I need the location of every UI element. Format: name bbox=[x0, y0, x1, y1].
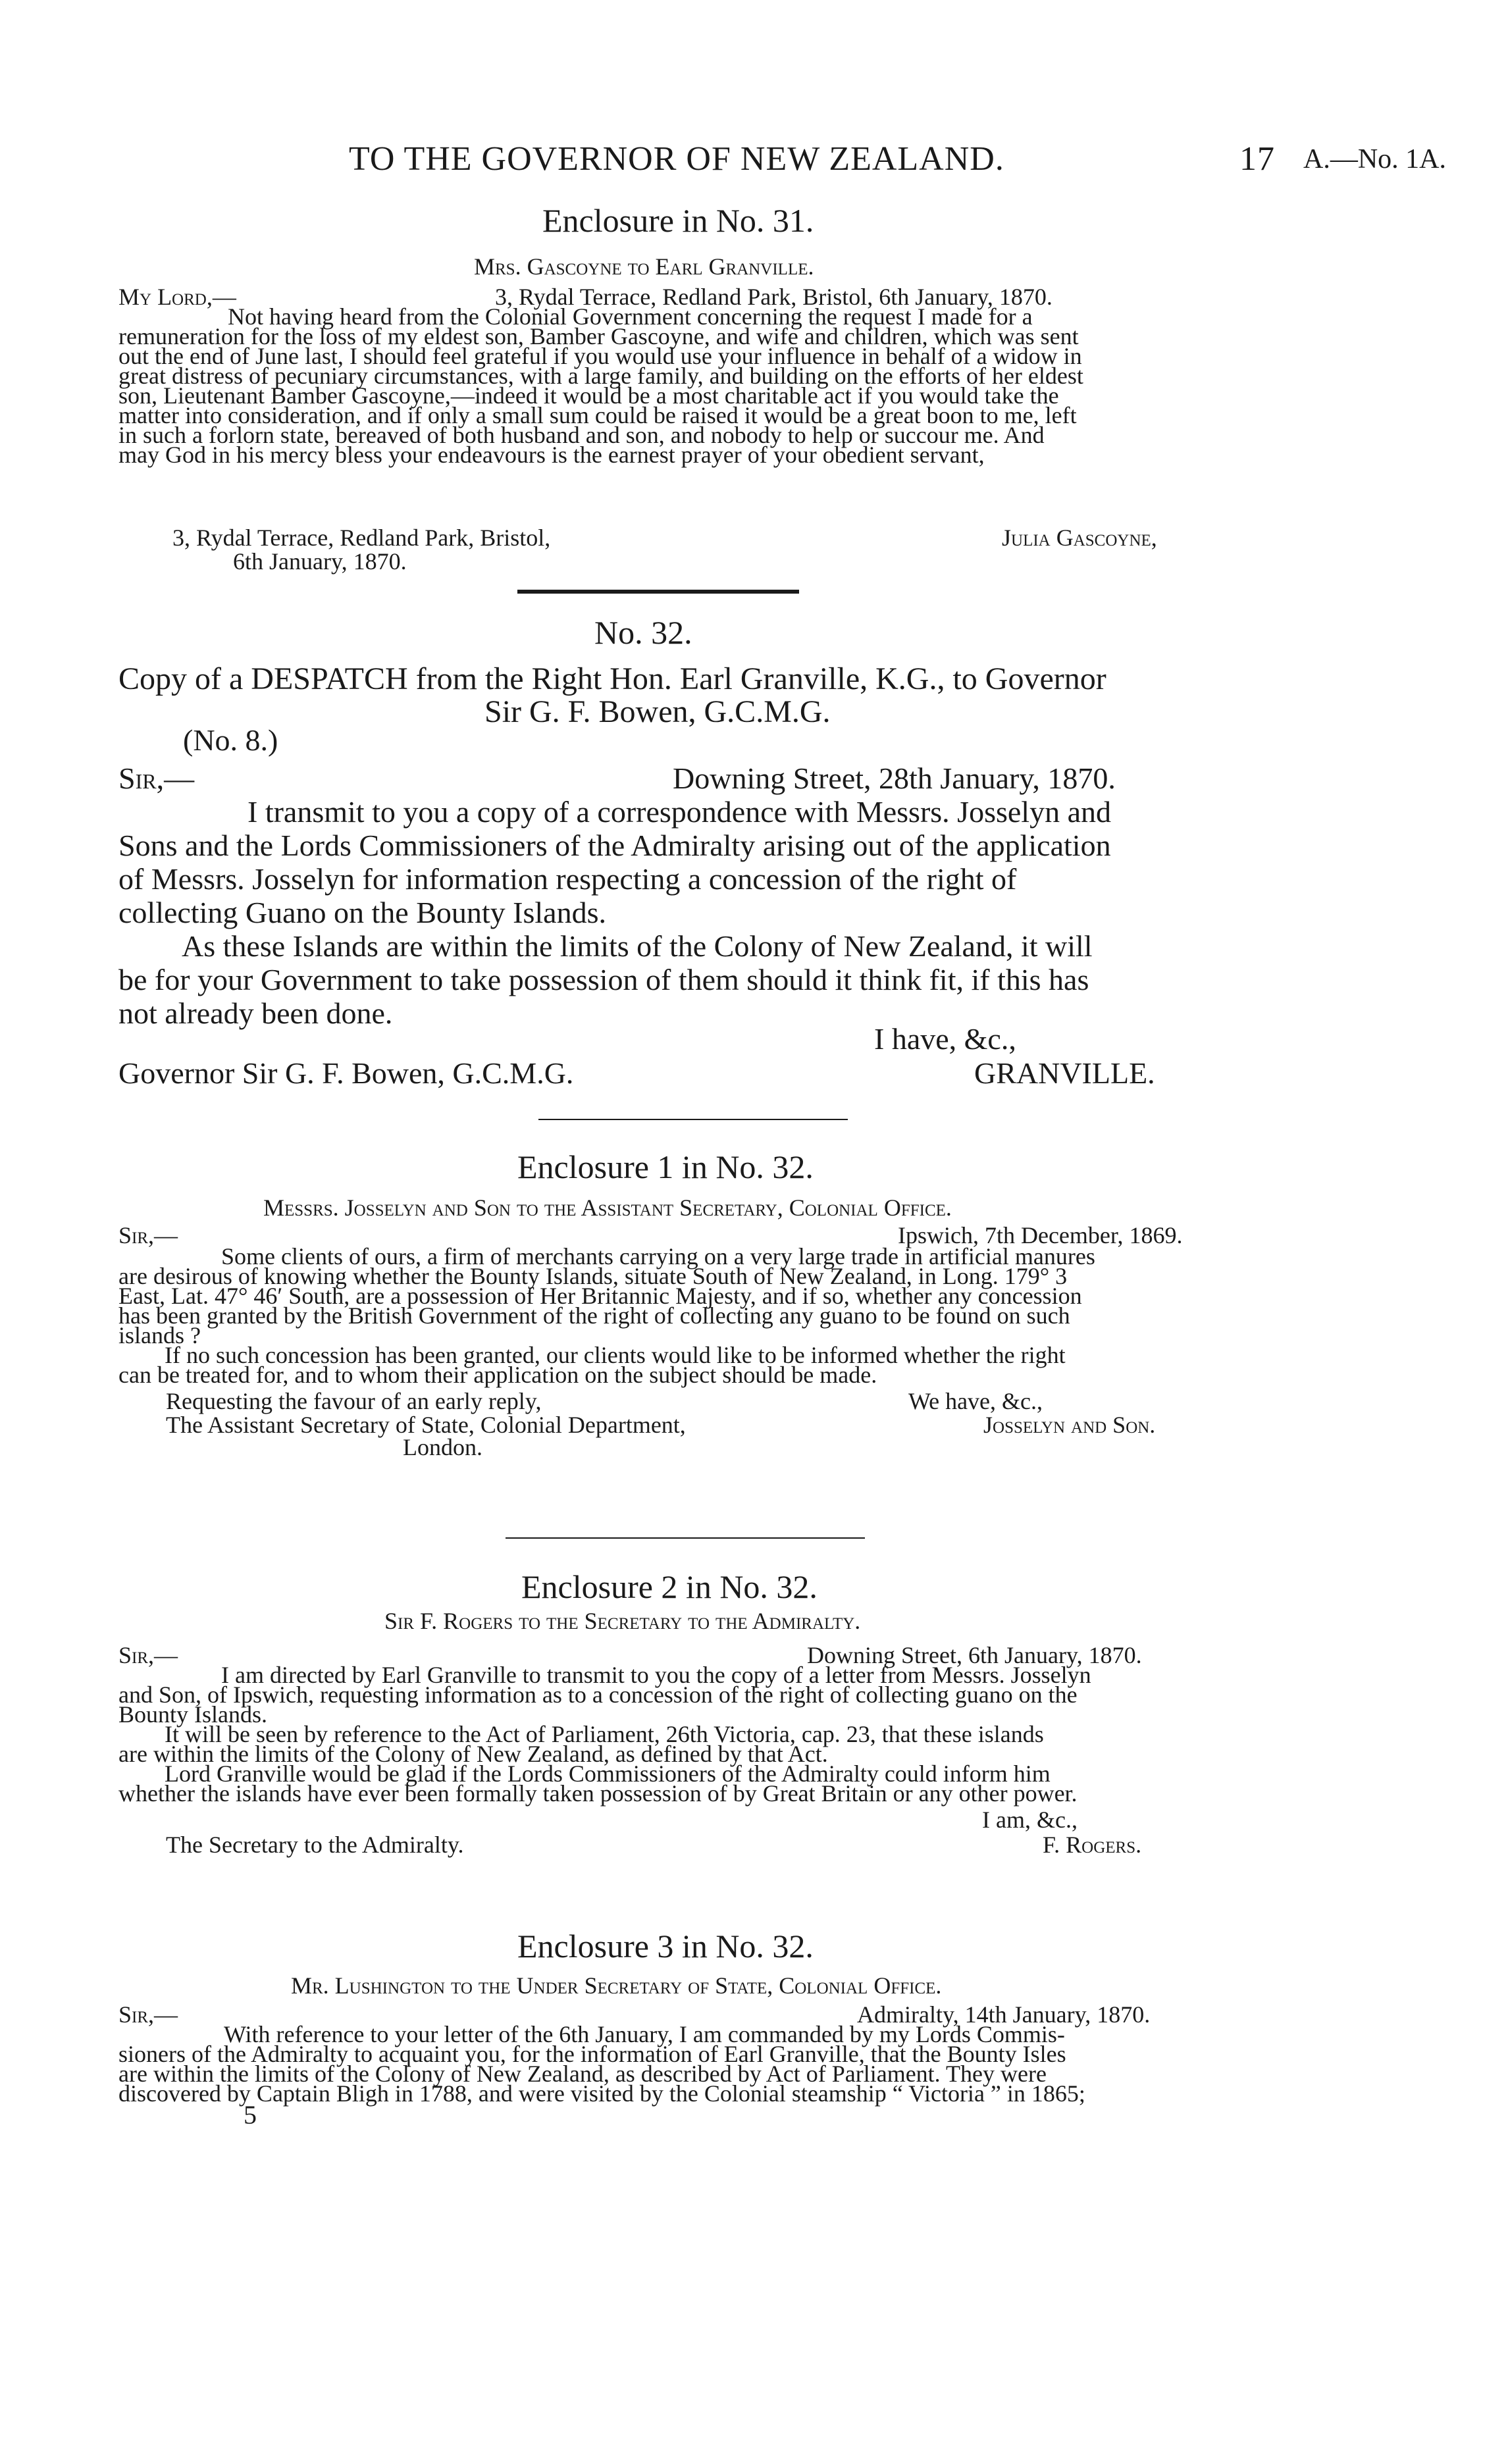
enclosure-3-subheading: Mr. Lushington to the Under Secretary of State, Colonial Office. bbox=[291, 1972, 942, 1999]
text-line: not already been done. bbox=[118, 996, 393, 1030]
enclosure-31-address-line: 3, Rydal Terrace, Redland Park, Bristol, bbox=[172, 525, 551, 551]
enclosure-2-heading: Enclosure 2 in No. 32. bbox=[521, 1568, 818, 1605]
text-line: With reference to your letter of the 6th January, I am commanded by my Lords Commis- bbox=[224, 2021, 1065, 2047]
despatch-signature: GRANVILLE. bbox=[974, 1056, 1155, 1090]
text-line: son, Lieutenant Bamber Gascoyne,—indeed it would be a most charitable act if you would take the bbox=[118, 382, 1059, 409]
enclosure-1-address-date: Ipswich, 7th December, 1869. bbox=[898, 1222, 1183, 1248]
document-reference: A.—No. 1A. bbox=[1303, 144, 1446, 174]
text-line: Not having heard from the Colonial Government concerning the request I made for a bbox=[228, 303, 1033, 330]
text-line: It will be seen by reference to the Act of Parliament, 26th Victoria, cap. 23, that these islands bbox=[165, 1721, 1044, 1747]
enclosure-2-salutation: Sir,— bbox=[118, 1642, 178, 1668]
enclosure-31-signature: Julia Gascoyne, bbox=[1002, 525, 1157, 551]
text-line: As these Islands are within the limits of the Colony of New Zealand, it will bbox=[182, 929, 1093, 963]
text-line: are within the limits of the Colony of New Zealand, as described by Act of Parliament. They were bbox=[118, 2061, 1047, 2087]
text-line: sioners of the Admiralty to acquaint you, for the information of Earl Granville, that the Bounty Isles bbox=[118, 2041, 1066, 2067]
text-line: out the end of June last, I should feel grateful if you would use your influence in behalf of a widow in bbox=[118, 343, 1082, 369]
enclosure-31-date-line: 6th January, 1870. bbox=[233, 548, 407, 575]
text-line: of Messrs. Josselyn for information respecting a concession of the right of bbox=[118, 862, 1017, 896]
text-line: matter into consideration, and if only a small sum could be raised it would be a great boon to me, left bbox=[118, 402, 1077, 428]
enclosure-1-addressee: The Assistant Secretary of State, Colonial Department, bbox=[166, 1412, 686, 1438]
despatch-reference-number: (No. 8.) bbox=[183, 723, 278, 757]
text-line: Lord Granville would be glad if the Lords Commissioners of the Admiralty could inform him bbox=[165, 1760, 1051, 1787]
enclosure-3-heading: Enclosure 3 in No. 32. bbox=[517, 1928, 814, 1964]
text-line: great distress of pecuniary circumstances, with a large family, and building on the efforts of her eldest bbox=[118, 363, 1083, 389]
text-line: and Son, of Ipswich, requesting information as to a concession of the right of collecting guano on the bbox=[118, 1681, 1078, 1708]
enclosure-1-subheading: Messrs. Josselyn and Son to the Assistant Secretary, Colonial Office. bbox=[263, 1194, 952, 1221]
text-line: has been granted by the British Government of the right of collecting any guano to be found on such bbox=[118, 1302, 1070, 1329]
enclosure-2-addressee: The Secretary to the Admiralty. bbox=[166, 1832, 464, 1858]
enclosure-1-heading: Enclosure 1 in No. 32. bbox=[517, 1148, 814, 1185]
text-line: in such a forlorn state, bereaved of both husband and son, and nobody to help or succour me. And bbox=[118, 422, 1045, 448]
text-line: are desirous of knowing whether the Bounty Islands, situate South of New Zealand, in Long. 179° 3 bbox=[118, 1263, 1068, 1289]
section-divider bbox=[506, 1537, 865, 1539]
section-divider bbox=[538, 1119, 848, 1120]
text-line: Bounty Islands. bbox=[118, 1701, 268, 1728]
printer-signature-mark: 5 bbox=[244, 2100, 257, 2130]
enclosure-31-salutation: My Lord,— bbox=[118, 284, 236, 310]
text-line: I am directed by Earl Granville to transmit to you the copy of a letter from Messrs. Josselyn bbox=[221, 1662, 1091, 1688]
text-line: may God in his mercy bless your endeavours is the earnest prayer of your obedient servant, bbox=[118, 442, 985, 468]
enclosure-3-address-date: Admiralty, 14th January, 1870. bbox=[857, 2001, 1151, 2028]
text-line: are within the limits of the Colony of New Zealand, as defined by that Act. bbox=[118, 1741, 828, 1767]
enclosure-31-subheading: Mrs. Gascoyne to Earl Granville. bbox=[474, 253, 814, 280]
despatch-title-line-2: Sir G. F. Bowen, G.C.M.G. bbox=[484, 694, 831, 729]
enclosure-2-address-date: Downing Street, 6th January, 1870. bbox=[807, 1642, 1142, 1668]
section-divider bbox=[517, 590, 799, 594]
text-line: be for your Government to take possession of them should it think fit, if this has bbox=[118, 963, 1089, 996]
despatch-addressee: Governor Sir G. F. Bowen, G.C.M.G. bbox=[118, 1056, 574, 1090]
enclosure-2-closing: I am, &c., bbox=[982, 1807, 1078, 1833]
text-line: I transmit to you a copy of a correspondence with Messrs. Josselyn and bbox=[247, 795, 1111, 829]
enclosure-3-salutation: Sir,— bbox=[118, 2001, 178, 2028]
text-line: Sons and the Lords Commissioners of the Admiralty arising out of the application bbox=[118, 829, 1111, 862]
enclosure-1-addressee-city: London. bbox=[403, 1434, 482, 1460]
text-line: collecting Guano on the Bounty Islands. bbox=[118, 896, 606, 929]
page-number: 17 bbox=[1239, 140, 1275, 178]
despatch-title-line-1: Copy of a DESPATCH from the Right Hon. Earl Granville, K.G., to Governor bbox=[118, 661, 1106, 696]
text-line: Some clients of ours, a firm of merchants carrying on a very large trade in artificial manures bbox=[221, 1243, 1095, 1270]
text-line: remuneration for the loss of my eldest son, Bamber Gascoyne, and wife and children, which was sent bbox=[118, 323, 1079, 349]
text-line: East, Lat. 47° 46′ South, are a possession of Her Britannic Majesty, and if so, whether any concession bbox=[118, 1283, 1082, 1309]
enclosure-2-signature: F. Rogers. bbox=[1043, 1832, 1142, 1858]
text-line: islands ? bbox=[118, 1322, 201, 1348]
enclosure-31-address-date: 3, Rydal Terrace, Redland Park, Bristol, 6th January, 1870. bbox=[495, 284, 1053, 310]
despatch-closing: I have, &c., bbox=[874, 1022, 1016, 1056]
enclosure-1-salutation: Sir,— bbox=[118, 1222, 178, 1248]
text-line: whether the islands have ever been formally taken possession of by Great Britain or any other power. bbox=[118, 1780, 1078, 1807]
despatch-number-heading: No. 32. bbox=[594, 614, 692, 651]
text-line: discovered by Captain Bligh in 1788, and were visited by the Colonial steamship “ Victoria ” in 1865; bbox=[118, 2080, 1085, 2107]
enclosure-1-closing-left: Requesting the favour of an early reply, bbox=[166, 1388, 542, 1414]
despatch-salutation: Sir,— bbox=[118, 761, 195, 795]
running-head: TO THE GOVERNOR OF NEW ZEALAND. bbox=[349, 140, 1004, 178]
text-line: can be treated for, and to whom their application on the subject should be made. bbox=[118, 1362, 877, 1388]
enclosure-1-signature: Josselyn and Son. bbox=[983, 1412, 1156, 1438]
text-line: If no such concession has been granted, our clients would like to be informed whether the right bbox=[165, 1342, 1066, 1368]
enclosure-2-subheading: Sir F. Rogers to the Secretary to the Admiralty. bbox=[384, 1608, 861, 1634]
enclosure-1-closing-right: We have, &c., bbox=[908, 1388, 1043, 1414]
despatch-address-date: Downing Street, 28th January, 1870. bbox=[673, 761, 1116, 795]
enclosure-31-heading: Enclosure in No. 31. bbox=[542, 202, 814, 239]
